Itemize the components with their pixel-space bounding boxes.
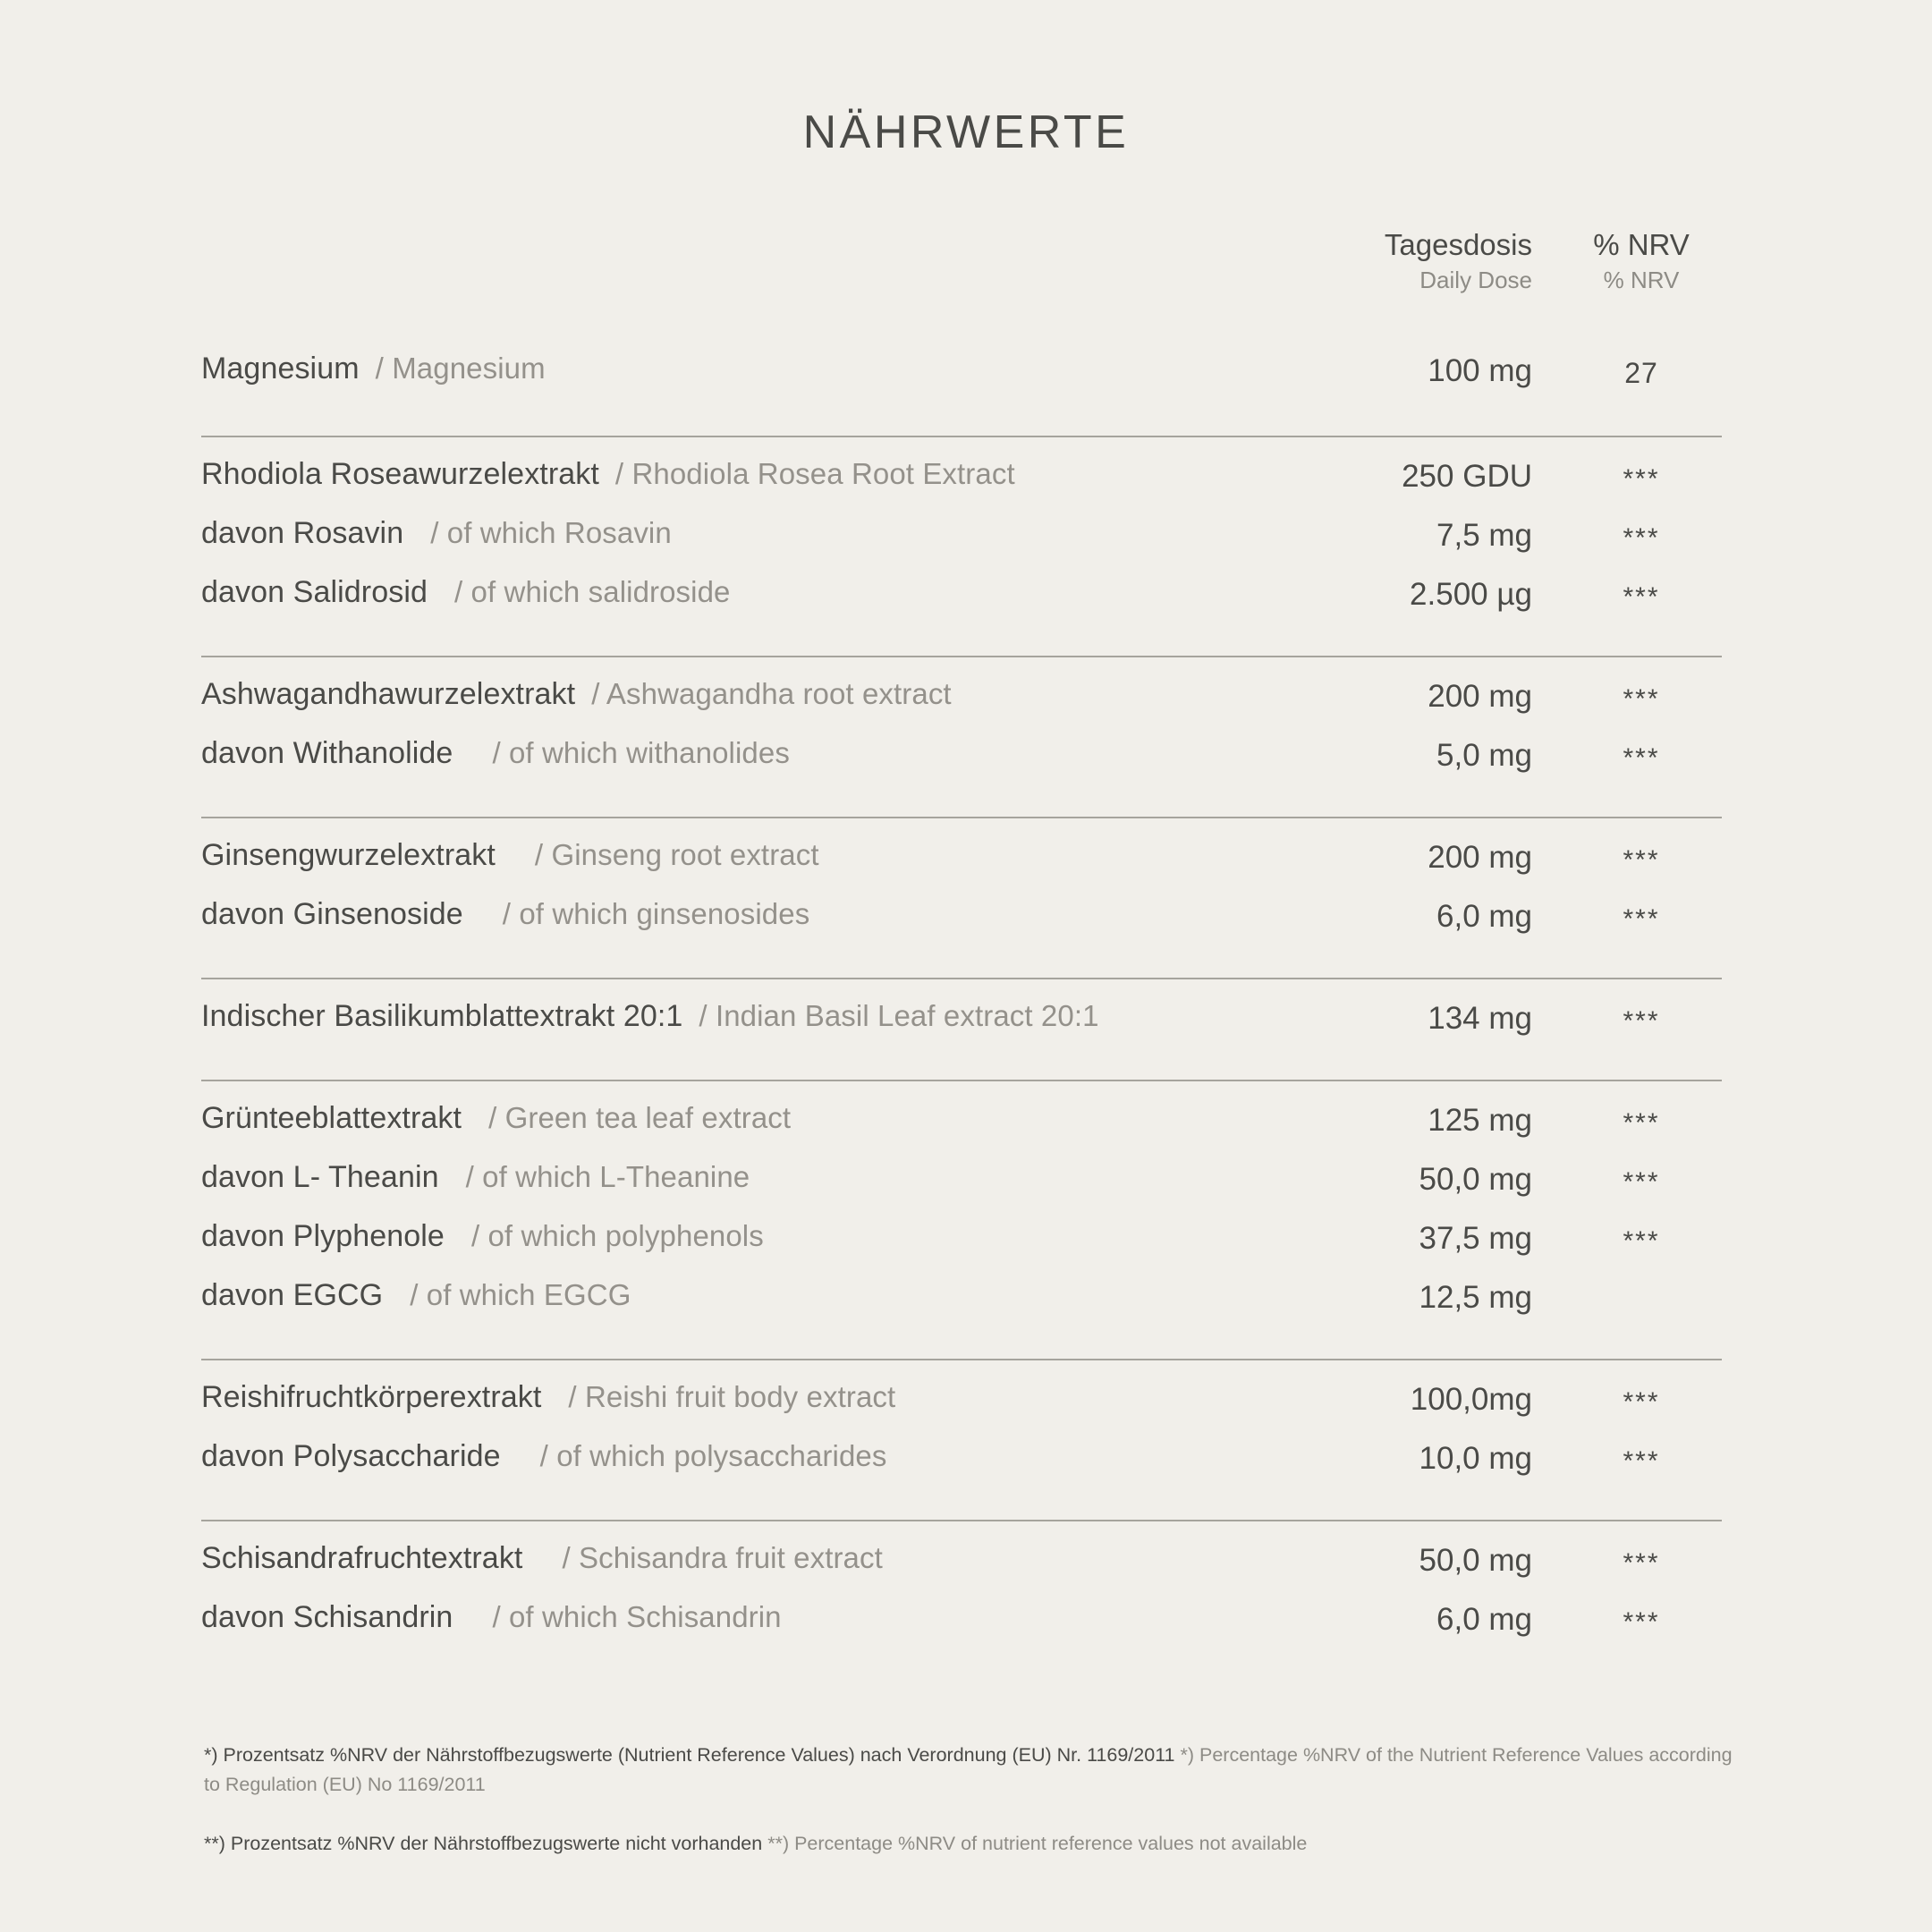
nutrient-group-rows [201, 1360, 1722, 1520]
nutrient-name-en: / of which L-Theanine [465, 1160, 750, 1193]
nutrient-name-cell [201, 736, 790, 771]
table-row [201, 1219, 1722, 1278]
nutrient-nrv-value: *** [1623, 1387, 1660, 1417]
table-row [201, 352, 1722, 411]
nutrient-name-de: davon Schisandrin [201, 1600, 453, 1634]
nutrient-name-cell [201, 838, 819, 873]
nutrient-dose-value: 6,0 mg [1436, 1602, 1532, 1637]
table-row [201, 1160, 1722, 1219]
nutrient-group [201, 656, 1722, 817]
nutrient-name-cell [201, 516, 672, 551]
table-row [201, 897, 1722, 956]
nutrient-group [201, 1520, 1722, 1681]
table-row [201, 677, 1722, 736]
nutrient-name-cell [201, 677, 952, 712]
page-title-container [0, 106, 1932, 158]
nutrient-name-cell [201, 1380, 895, 1415]
nutrient-name-cell [201, 1219, 764, 1254]
nrv-header-en: % NRV [1603, 266, 1680, 293]
nutrient-name-cell [201, 457, 1015, 492]
nutrient-nrv-value: *** [1623, 1446, 1660, 1476]
nutrient-dose-value: 134 mg [1428, 1001, 1532, 1036]
nutrient-dose-value: 50,0 mg [1419, 1162, 1532, 1197]
nutrient-name-en: / Ashwagandha root extract [591, 677, 952, 710]
nutrient-nrv-value: *** [1623, 904, 1660, 934]
nutrient-nrv-value: 27 [1624, 357, 1658, 389]
nutrient-name-en: / of which Schisandrin [492, 1600, 782, 1633]
table-row [201, 1439, 1722, 1498]
nutrient-name-en: / Schisandra fruit extract [562, 1541, 883, 1574]
nutrient-group-rows [201, 1521, 1722, 1681]
nutrient-dose-value: 37,5 mg [1419, 1221, 1532, 1256]
nutrient-name-de: davon Salidrosid [201, 575, 428, 609]
nutrient-dose-value: 100 mg [1428, 353, 1532, 388]
nutrient-group-rows [201, 344, 1722, 436]
nutrient-nrv-value: *** [1623, 684, 1660, 714]
nutrient-name-de: Ashwagandhawurzelextrakt [201, 677, 576, 711]
nutrient-dose-value: 200 mg [1428, 840, 1532, 875]
nutrient-dose-value: 5,0 mg [1436, 738, 1532, 773]
nutrient-dose-value: 250 GDU [1402, 459, 1532, 494]
nutrient-name-de: Ginsengwurzelextrakt [201, 838, 496, 872]
nutrient-nrv-value: *** [1623, 523, 1660, 553]
nutrient-nrv-value: *** [1623, 1548, 1660, 1578]
footnote-two-de: **) Prozentsatz %NRV der Nährstoffbezugswerte nicht vorhanden [204, 1833, 763, 1855]
table-row [201, 999, 1722, 1058]
nutrient-name-cell [201, 999, 1099, 1034]
table-row [201, 516, 1722, 575]
nutrient-name-en: / of which Rosavin [430, 516, 672, 549]
nutrient-dose-value: 12,5 mg [1419, 1280, 1532, 1315]
nutrient-name-en: / Magnesium [375, 352, 546, 385]
nutrient-name-de: Magnesium [201, 352, 360, 386]
nutrient-name-cell [201, 352, 546, 386]
nutrient-name-en: / Green tea leaf extract [488, 1101, 792, 1134]
nutrient-dose-value: 100,0mg [1410, 1382, 1532, 1417]
nutrient-name-de: Grünteeblattextrakt [201, 1101, 462, 1135]
table-row [201, 1600, 1722, 1659]
table-row [201, 838, 1722, 897]
nutrient-group-rows [201, 818, 1722, 978]
nutrient-name-en: / of which polysaccharides [539, 1439, 887, 1472]
nutrient-name-en: / of which polyphenols [470, 1219, 764, 1252]
nutrient-name-en: / Rhodiola Rosea Root Extract [614, 457, 1015, 490]
nutrient-name-cell [201, 897, 809, 932]
nrv-header-de: % NRV [1593, 228, 1690, 261]
nutrient-group-rows [201, 657, 1722, 817]
nutrient-group-rows [201, 437, 1722, 656]
nutrient-dose-value: 6,0 mg [1436, 899, 1532, 934]
nutrient-name-en: / of which withanolides [492, 736, 790, 769]
nutrient-name-cell [201, 1600, 782, 1635]
nutrient-name-de: davon Plyphenole [201, 1219, 445, 1253]
nutrient-name-cell [201, 1278, 631, 1313]
footnote-one [204, 1741, 1742, 1799]
nutrient-name-de: davon L- Theanin [201, 1160, 439, 1194]
nutrient-name-cell [201, 1439, 886, 1474]
nutrient-name-cell [201, 1160, 750, 1195]
nutrient-name-de: davon Ginsenoside [201, 897, 463, 931]
nutrient-name-de: Indischer Basilikumblattextrakt 20:1 [201, 999, 683, 1033]
nutrient-name-de: Reishifruchtkörperextrakt [201, 1380, 542, 1414]
dose-header-en: Daily Dose [1419, 266, 1532, 293]
footnote-two [204, 1829, 1742, 1859]
nutrient-name-de: Rhodiola Roseawurzelextrakt [201, 457, 599, 491]
nutrient-name-cell [201, 575, 731, 610]
nutrient-group [201, 817, 1722, 978]
nutrient-group [201, 978, 1722, 1080]
nutrient-group [201, 1080, 1722, 1359]
nutrient-table [201, 344, 1722, 1681]
nutrient-name-de: davon Polysaccharide [201, 1439, 501, 1473]
nutrient-dose-value: 10,0 mg [1419, 1441, 1532, 1476]
table-row [201, 457, 1722, 516]
nutrient-group [201, 344, 1722, 436]
nutrient-group [201, 436, 1722, 656]
table-row [201, 575, 1722, 634]
footnote-two-text [204, 1829, 1742, 1859]
nutrient-nrv-value: *** [1623, 1006, 1660, 1036]
table-row [201, 736, 1722, 795]
table-row [201, 1101, 1722, 1160]
nutrient-group-rows [201, 1081, 1722, 1359]
footnote-one-en: *) Percentage %NRV of the Nutrient Reference Values according to Regulation (EU) No 1169/2011 [204, 1744, 1733, 1795]
nutrient-name-de: davon Withanolide [201, 736, 453, 770]
nutrient-group [201, 1359, 1722, 1520]
footnote-one-text [204, 1741, 1742, 1799]
nutrient-nrv-value: *** [1623, 845, 1660, 875]
nutrient-name-en: / of which EGCG [410, 1278, 631, 1311]
nutrient-dose-value: 7,5 mg [1436, 518, 1532, 553]
nutrient-dose-value: 50,0 mg [1419, 1543, 1532, 1578]
nutrient-name-cell [201, 1101, 791, 1136]
nutrient-nrv-value: *** [1623, 1108, 1660, 1138]
nutrient-name-en: / Indian Basil Leaf extract 20:1 [699, 999, 1099, 1032]
nutrient-dose-value: 125 mg [1428, 1103, 1532, 1138]
dose-header-de: Tagesdosis [1384, 228, 1532, 261]
nutrient-nrv-value: *** [1623, 582, 1660, 612]
nutrient-name-en: / Ginseng root extract [534, 838, 819, 871]
nutrient-name-de: davon EGCG [201, 1278, 384, 1312]
nutrient-name-en: / of which ginsenosides [502, 897, 810, 930]
table-row [201, 1380, 1722, 1439]
dose-column-header [1157, 228, 1532, 298]
nutrient-dose-value: 2.500 µg [1410, 577, 1532, 612]
footnote-two-en: **) Percentage %NRV of nutrient reference values not available [767, 1833, 1308, 1855]
nutrient-group-rows [201, 979, 1722, 1080]
nutrient-dose-value: 200 mg [1428, 679, 1532, 714]
nutrient-nrv-value: *** [1623, 743, 1660, 773]
nutrient-name-de: Schisandrafruchtextrakt [201, 1541, 523, 1575]
nutrient-name-cell [201, 1541, 883, 1576]
page-title: NÄHRWERTE [802, 106, 1130, 158]
nutrient-name-en: / of which salidroside [453, 575, 731, 608]
table-row [201, 1278, 1722, 1337]
nutrient-nrv-value: *** [1623, 464, 1660, 494]
footnotes [204, 1741, 1742, 1889]
footnote-one-de: *) Prozentsatz %NRV der Nährstoffbezugswerte (Nutrient Reference Values) nach Verordnung (EU) Nr. 1169/2011 [204, 1744, 1175, 1766]
nutrient-name-de: davon Rosavin [201, 516, 404, 550]
nrv-column-header [1561, 228, 1722, 298]
nutrient-nrv-value: *** [1623, 1607, 1660, 1637]
nutrient-name-en: / Reishi fruit body extract [568, 1380, 896, 1413]
column-headers [201, 228, 1722, 313]
table-row [201, 1541, 1722, 1600]
nutrient-nrv-value: *** [1623, 1167, 1660, 1197]
nutrient-nrv-value: *** [1623, 1226, 1660, 1256]
